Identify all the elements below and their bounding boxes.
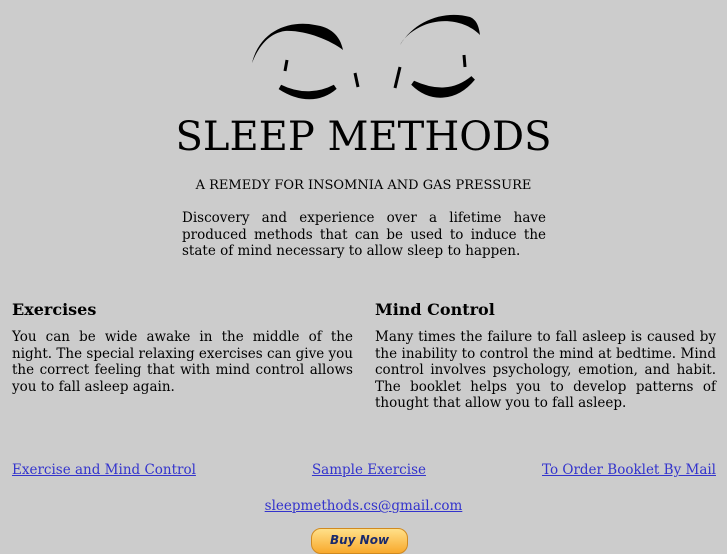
email-link[interactable]: sleepmethods.cs@gmail.com [264, 498, 463, 514]
page-title: SLEEP METHODS [175, 114, 552, 160]
intro-text: Discovery and experience over a lifetime have produced methods that can be used to induce the state of mind necessary to allow sleep to happen. [182, 210, 546, 259]
link-exercise-and-mind-control[interactable]: Exercise and Mind Control [12, 462, 196, 478]
page-subtitle: A REMEDY FOR INSOMNIA AND GAS PRESSURE [195, 178, 532, 193]
link-order-booklet[interactable]: To Order Booklet By Mail [542, 462, 716, 478]
nav-links [12, 462, 716, 478]
section-heading: Mind Control [375, 300, 495, 319]
link-sample-exercise[interactable]: Sample Exercise [311, 462, 426, 478]
mind-control-section [375, 300, 716, 412]
section-heading: Exercises [12, 300, 97, 319]
section-body: You can be wide awake in the middle of the night. The special relaxing exercises can give you the correct feeling that with mind control allows you to fall asleep again. [12, 329, 353, 395]
exercises-section [12, 300, 353, 395]
closed-eyes-logo [245, 5, 485, 110]
section-body: Many times the failure to fall asleep is caused by the inability to control the mind at bedtime. Mind control involves psychology, emotion, and habit. The booklet helps you to develop patterns of thought that allow you to fall asleep. [375, 329, 716, 411]
buy-now-button[interactable]: Buy Now [311, 528, 408, 554]
